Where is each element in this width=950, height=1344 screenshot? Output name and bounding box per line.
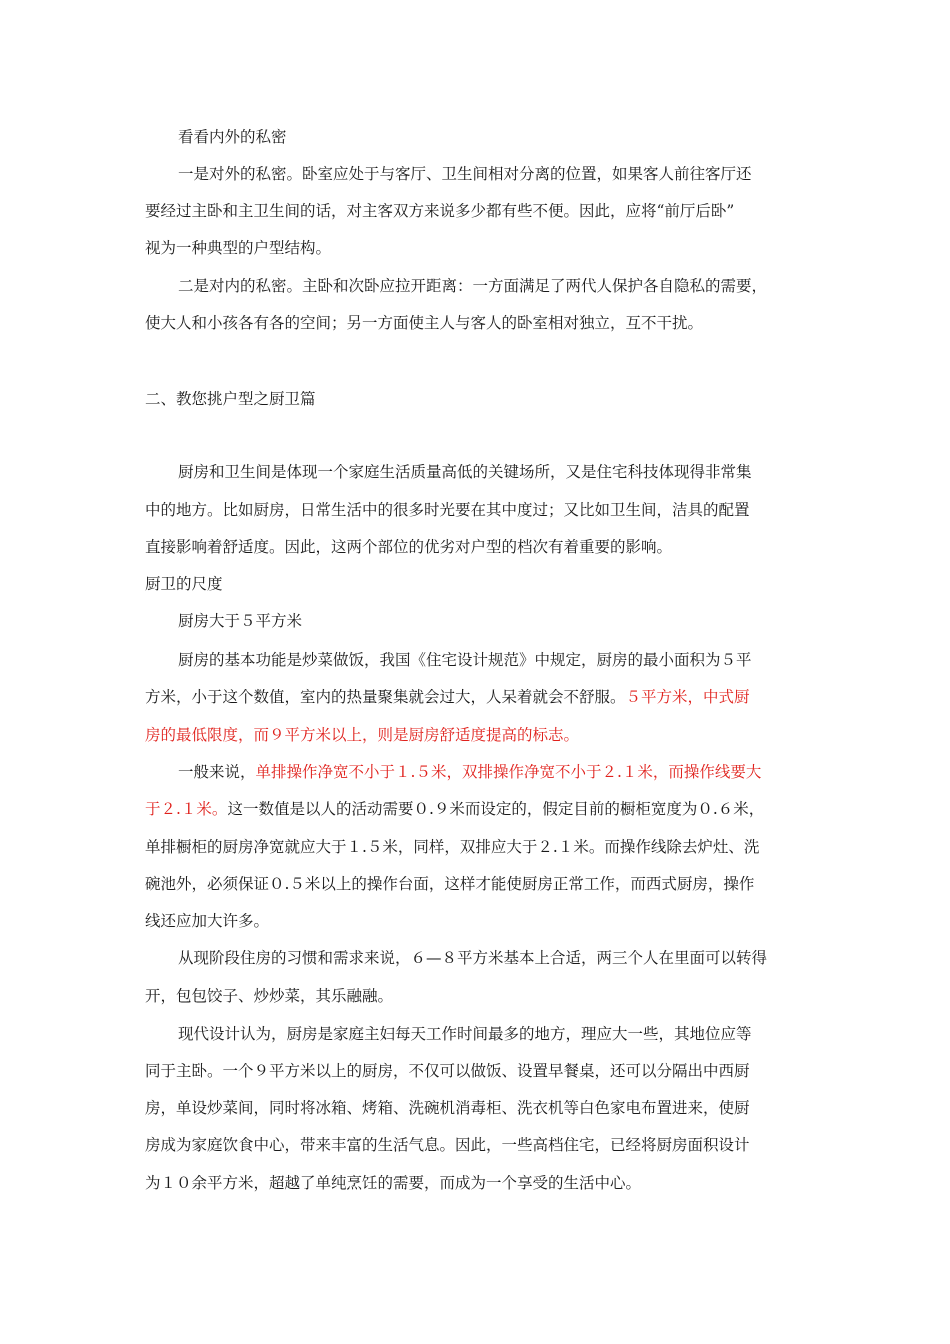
paragraph-line — [145, 687, 750, 707]
paragraph-line: 开，包包饺子、炒炒菜，其乐融融。 — [145, 987, 394, 1005]
scale-heading: 厨卫的尺度 — [145, 575, 223, 593]
paragraph-line: 为１０余平方米，超越了单纯烹饪的需要，而成为一个享受的生活中心。 — [145, 1174, 642, 1192]
paragraph-line: 房成为家庭饮食中心，带来丰富的生活气息。因此，一些高档住宅，已经将厨房面积设计 — [145, 1136, 750, 1154]
paragraph-line — [178, 762, 761, 782]
chapter-heading: 二、教您挑户型之厨卫篇 — [145, 390, 316, 408]
paragraph-line: 从现阶段住房的习惯和需求来说，６—８平方米基本上合适，两三个人在里面可以转得 — [178, 949, 768, 967]
highlighted-text: 单排操作净宽不小于１.５米，双排操作净宽不小于２.１米，而操作线要大 — [255, 763, 762, 781]
paragraph-line: 二是对内的私密。主卧和次卧应拉开距离：一方面满足了两代人保护各自隐私的需要， — [178, 277, 768, 295]
paragraph-line: 直接影响着舒适度。因此，这两个部位的优劣对户型的档次有着重要的影响。 — [145, 538, 673, 556]
highlighted-text: ５平方米，中式厨 — [625, 688, 750, 706]
paragraph-line: 中的地方。比如厨房，日常生活中的很多时光要在其中度过；又比如卫生间，洁具的配置 — [145, 501, 750, 519]
kitchen-heading: 厨房大于５平方米 — [178, 612, 303, 630]
paragraph-line — [145, 799, 764, 819]
paragraph-line: 使大人和小孩各有各的空间；另一方面使主人与客人的卧室相对独立，互不干扰。 — [145, 314, 704, 332]
privacy-heading: 看看内外的私密 — [178, 128, 287, 146]
highlighted-text: 于２.１米。 — [145, 800, 228, 818]
paragraph-line: 厨房的基本功能是炒菜做饭，我国《住宅设计规范》中规定，厨房的最小面积为５平 — [178, 651, 752, 669]
paragraph-line: 单排橱柜的厨房净宽就应大于１.５米，同样，双排应大于２.１米。而操作线除去炉灶、洗 — [145, 838, 760, 856]
paragraph-line: 房，单设炒菜间，同时将冰箱、烤箱、洗碗机消毒柜、洗衣机等白色家电布置进来，使厨 — [145, 1099, 750, 1117]
text-segment: 方米，小于这个数值，室内的热量聚集就会过大，人呆着就会不舒服。 — [145, 688, 626, 706]
highlighted-text: 房的最低限度，而９平方米以上，则是厨房舒适度提高的标志。 — [145, 726, 580, 744]
paragraph-line: 现代设计认为，厨房是家庭主妇每天工作时间最多的地方，理应大一些，其地位应等 — [178, 1025, 752, 1043]
paragraph-line: 碗池外，必须保证０.５米以上的操作台面，这样才能使厨房正常工作，而西式厨房，操作 — [145, 875, 755, 893]
paragraph-line: 一是对外的私密。卧室应处于与客厅、卫生间相对分离的位置，如果客人前往客厅还 — [178, 165, 752, 183]
paragraph-line: 线还应加大许多。 — [145, 912, 270, 930]
paragraph-line: 要经过主卧和主卫生间的话，对主客双方来说多少都有些不便。因此，应将“前厅后卧” — [145, 202, 735, 220]
text-segment: 这一数值是以人的活动需要０.９米而设定的，假定目前的橱柜宽度为０.６米， — [227, 800, 765, 818]
paragraph-line: 视为一种典型的户型结构。 — [145, 239, 332, 257]
paragraph-line: 厨房和卫生间是体现一个家庭生活质量高低的关键场所，又是住宅科技体现得非常集 — [178, 463, 752, 481]
text-segment: 一般来说， — [178, 763, 256, 781]
paragraph-line: 同于主卧。一个９平方米以上的厨房，不仅可以做饭、设置早餐桌，还可以分隔出中西厨 — [145, 1062, 750, 1080]
